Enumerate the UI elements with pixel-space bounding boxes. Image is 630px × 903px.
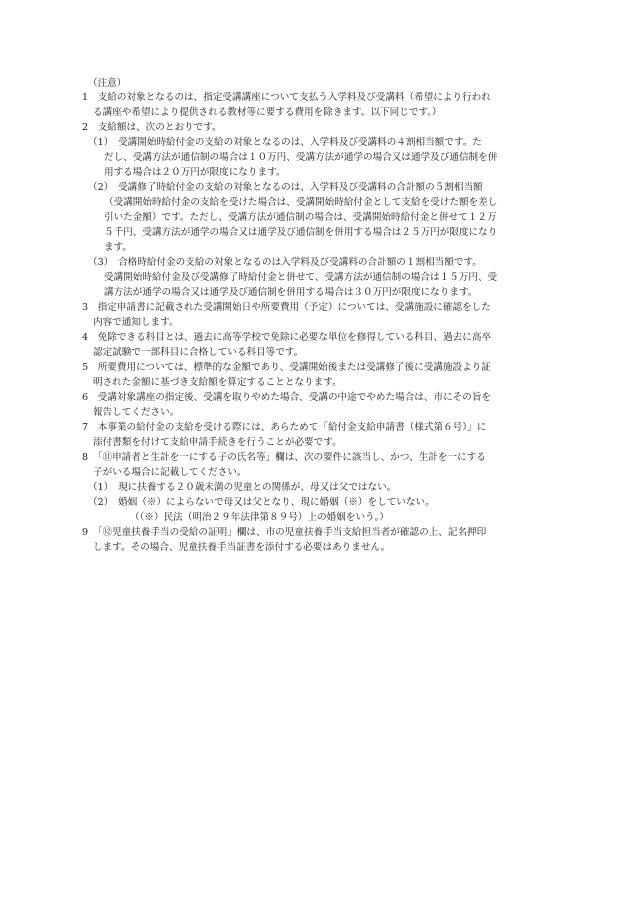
- note-line: （1） 現に扶養する２０歳未満の児童との関係が、母又は父ではない。: [88, 482, 397, 493]
- note-line: 2 支給額は、次のとおりです。: [82, 122, 222, 133]
- notes-heading: （注意）: [88, 78, 127, 89]
- note-line: 講方法が通学の場合又は通学及び通信制を併用する場合は３０万円が限度になります。: [104, 287, 478, 298]
- note-line: 子がいる場合に記載してください。: [93, 467, 247, 478]
- note-line: 3 指定申請書に記載された受講開始日や所要費用（予定）については、受講施設に確認をした: [82, 302, 491, 313]
- note-line: 添付書類を付けて支給申請手続きを行うことが必要です。: [93, 437, 342, 448]
- note-line: （2） 婚姻（※）によらないで母又は父となり、現に婚姻（※）をしていない。: [88, 497, 435, 508]
- note-line: ５千円、受講方法が通学の場合又は通学及び通信制を併用する場合は２５万円が限度になり: [104, 227, 498, 238]
- note-line: 6 受講対象講座の指定後、受講を取りやめた場合、受講の中途でやめた場合は、市にその旨を: [82, 392, 492, 403]
- note-line: 報告してください。: [93, 407, 180, 418]
- note-line: 用する場合は２０万円が限度になります。: [104, 167, 286, 178]
- note-line: （1） 受講開始時給付金の支給の対象となるのは、入学料及び受講料の４割相当額です。た: [88, 137, 482, 148]
- note-line: （（※）民法（明治２９年法律第８９号）上の婚姻をいう。）: [130, 512, 390, 523]
- note-line: （2） 受講修了時給付金の支給の対象となるのは、入学料及び受講料の合計額の５割相当額: [88, 182, 483, 193]
- note-line: 8 「⑪申請者と生計を一にする子の氏名等」欄は、次の要件に該当し、かつ、生計を一にする: [82, 452, 486, 463]
- note-line: 1 支給の対象となるのは、指定受講講座について支払う入学料及び受講料（希望により行われ: [82, 92, 491, 103]
- note-line: 受講開始時給付金及び受講修了時給付金と併せて、受講方法が通信制の場合は１５万円、受: [104, 272, 498, 283]
- note-line: 内容で通知します。: [93, 317, 179, 328]
- note-line: します。その場合、児童扶養手当証書を添付する必要はありません。: [93, 542, 391, 553]
- note-line: 9 「⑫児童扶養手当の受給の証明」欄は、市の児童扶養手当支給担当者が確認の上、記名押印: [82, 527, 487, 538]
- note-line: 認定試験で一部科目に合格している科目等です。: [93, 347, 304, 358]
- note-line: 7 本事業の給付金の支給を受ける際には、あらためて「給付金支給申請書（様式第６号）」に: [82, 422, 487, 433]
- note-line: 4 免除できる科目とは、過去に高等学校で免除に必要な単位を修得している科目、過去に高卒: [82, 332, 492, 343]
- note-line: （受講開始時給付金の支給を受けた場合は、受講開始時給付金として支給を受けた額を差し: [104, 197, 498, 208]
- note-line: だし、受講方法が通信制の場合は１０万円、受講方法が通学の場合又は通学及び通信制を併: [104, 152, 498, 163]
- note-line: る講座や希望により提供される教材等に要する費用を除きます。以下同じです。）: [93, 107, 442, 118]
- note-line: ます。: [104, 242, 133, 253]
- note-line: 5 所要費用については、標準的な金額であり、受講開始後または受講修了後に受講施設より証: [82, 362, 491, 373]
- note-line: 明された金額に基づき支給額を算定することとなります。: [93, 377, 342, 388]
- note-line: 引いた金額）です。ただし、受講方法が通信制の場合は、受講開始時給付金と併せて１２万: [104, 212, 497, 223]
- note-line: （3） 合格時給付金の支給の対象となるのは入学料及び受講料の合計額の１割相当額です。: [88, 257, 482, 268]
